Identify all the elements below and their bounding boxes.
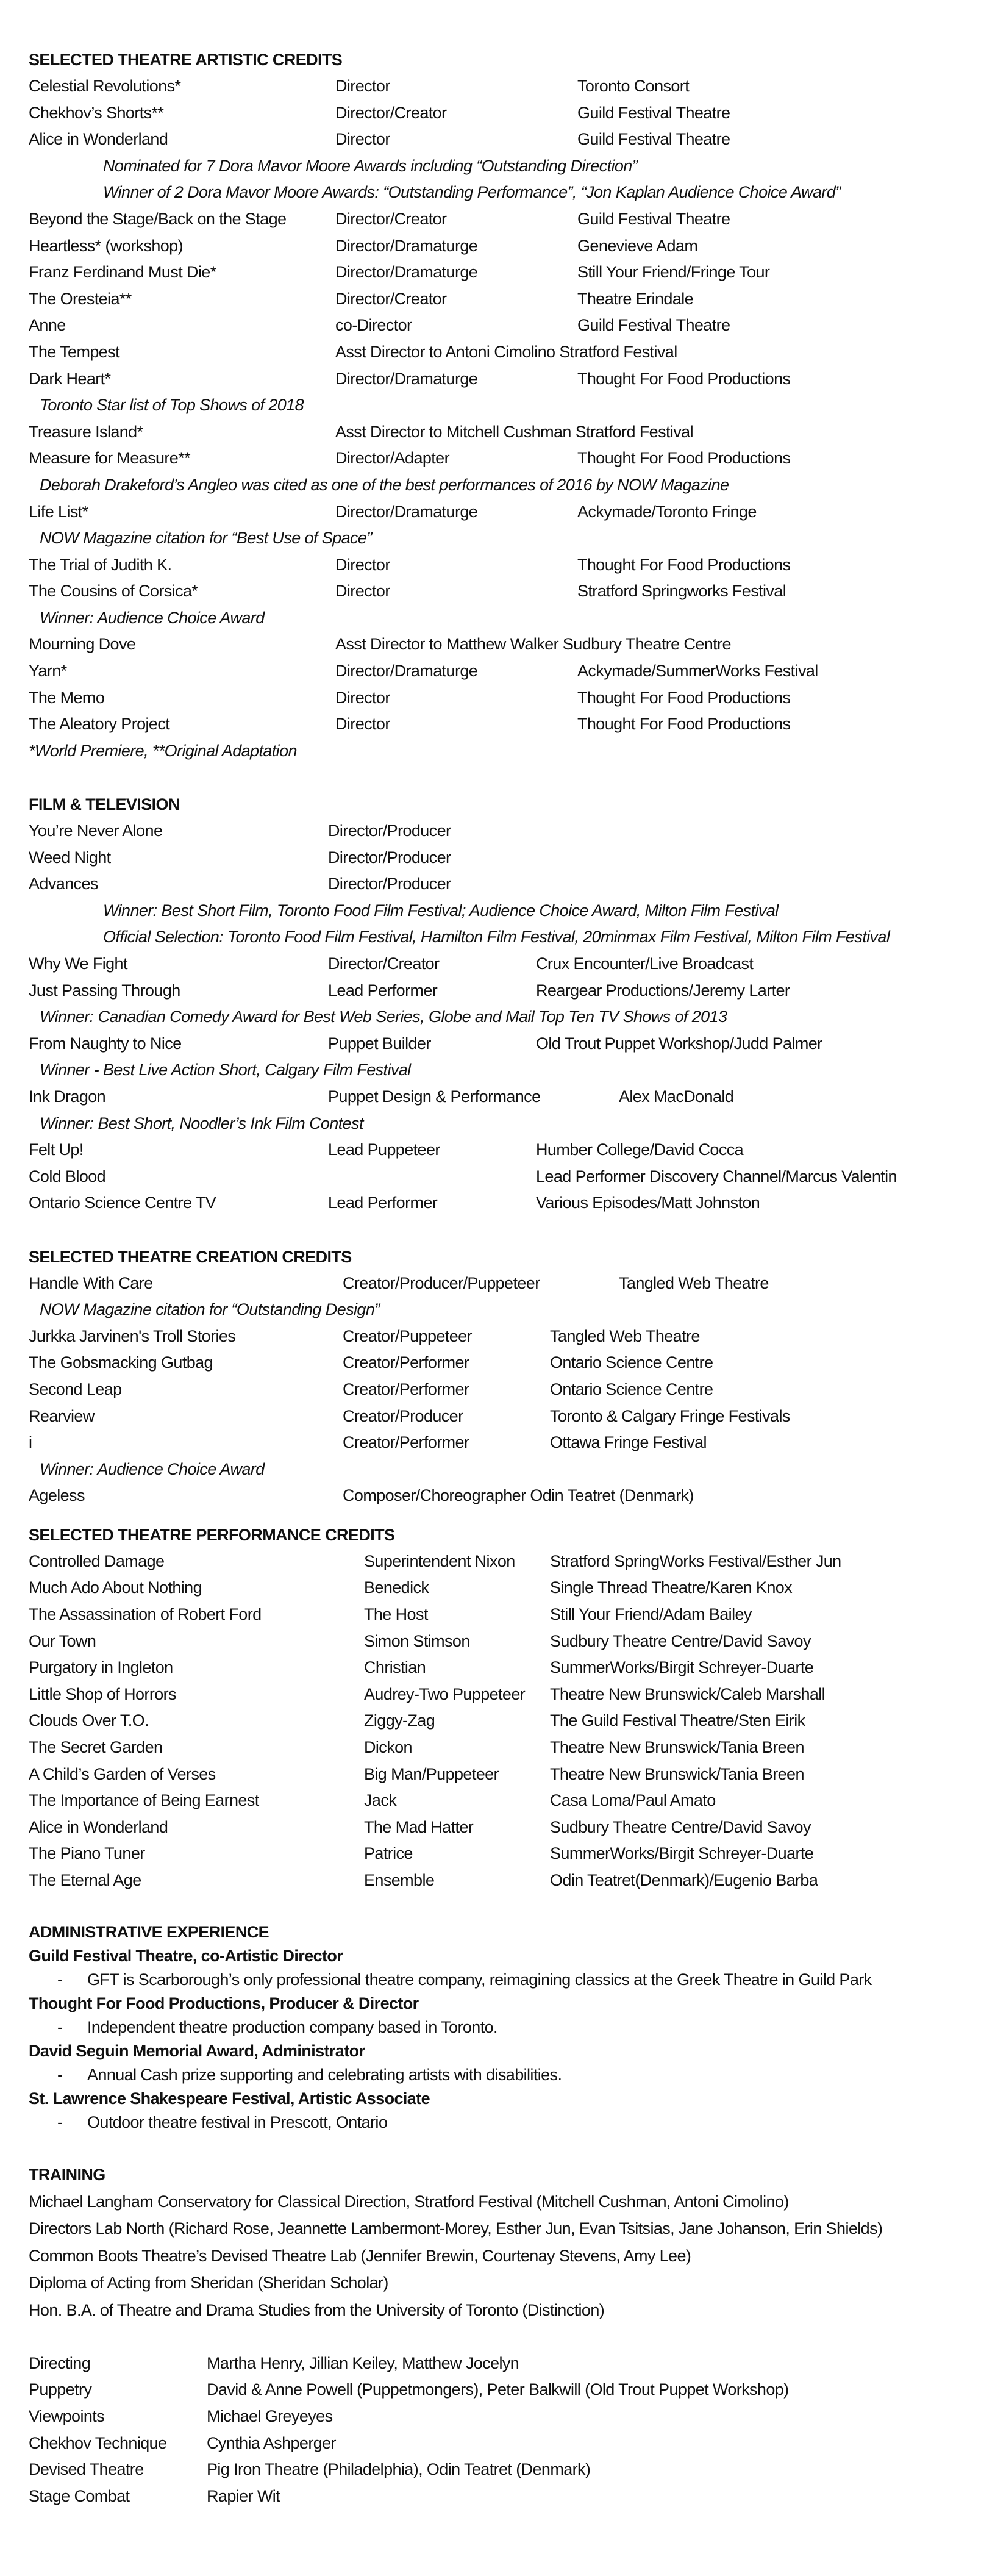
- credit-note: Winner - Best Live Action Short, Calgary Film Festival: [40, 1061, 411, 1079]
- credit-role: Lead Performer: [328, 981, 438, 1000]
- credit-role: Dickon: [364, 1738, 412, 1757]
- credit-company: Thought For Food Productions: [577, 688, 791, 707]
- credit-title: The Aleatory Project: [29, 715, 170, 734]
- section-heading: ADMINISTRATIVE EXPERIENCE: [29, 1923, 269, 1942]
- credit-title: Dark Heart*: [29, 369, 111, 388]
- credit-role: Director/Dramaturge: [335, 502, 478, 521]
- credit-row: [29, 100, 986, 127]
- credit-row: [29, 312, 986, 339]
- credit-title: The Cousins of Corsica*: [29, 582, 198, 601]
- credit-role: Director/Creator: [335, 103, 447, 122]
- admin-role-title: Thought For Food Productions, Producer & Director: [29, 1994, 419, 2013]
- credit-row: [29, 1190, 986, 1217]
- credit-role: Director: [335, 582, 390, 601]
- admin-description: Independent theatre production company based in Toronto.: [87, 2018, 498, 2037]
- credit-row: [29, 1429, 986, 1456]
- credit-role: Creator/Performer: [343, 1353, 469, 1372]
- credit-title: Ontario Science Centre TV: [29, 1193, 216, 1212]
- credit-company: Theatre New Brunswick/Tania Breen: [550, 1738, 804, 1757]
- credit-title: The Eternal Age: [29, 1871, 141, 1889]
- credit-row: [29, 1681, 986, 1708]
- credit-title: The Memo: [29, 688, 105, 707]
- skill-row: [29, 2456, 986, 2483]
- credit-role: Director/Creator: [328, 954, 440, 973]
- credit-row: [29, 1483, 986, 1509]
- credit-company: Toronto Consort: [577, 77, 690, 95]
- skill-teachers: Cynthia Ashperger: [207, 2433, 336, 2452]
- credit-company: Sudbury Theatre Centre/David Savoy: [550, 1631, 811, 1650]
- admin-description: GFT is Scarborough’s only professional theatre company, reimagining classics at the Greek Theatre in Guild Park: [87, 1970, 872, 1989]
- credit-row: [29, 499, 986, 526]
- credit-company: Crux Encounter/Live Broadcast: [536, 954, 754, 973]
- credit-role: Audrey-Two Puppeteer: [364, 1684, 526, 1703]
- credit-row: [29, 685, 986, 712]
- credit-row: [29, 631, 986, 658]
- film-television-section: [29, 791, 986, 1217]
- credit-role: Puppet Design & Performance: [328, 1087, 541, 1106]
- skill-row: [29, 2403, 986, 2430]
- credit-note: Official Selection: Toronto Food Film Festival, Hamilton Film Festival, 20minmax Film Festival, Milton Film Festival: [103, 928, 890, 946]
- skill-teachers: Pig Iron Theatre (Philadelphia), Odin Teatret (Denmark): [207, 2460, 591, 2479]
- credit-role: Puppet Builder: [328, 1034, 431, 1053]
- credit-company: Guild Festival Theatre: [577, 103, 730, 122]
- credit-role: Patrice: [364, 1844, 413, 1863]
- credit-title: Mourning Dove: [29, 635, 136, 654]
- credit-role: Creator/Producer/Puppeteer: [343, 1273, 540, 1292]
- credit-role: Director/Creator: [335, 289, 447, 308]
- skill-name: Puppetry: [29, 2380, 92, 2399]
- credit-row: [29, 126, 986, 153]
- credit-company: Theatre New Brunswick/Caleb Marshall: [550, 1684, 826, 1703]
- credit-role: Lead Performer: [328, 1193, 438, 1212]
- credit-note: Winner: Audience Choice Award: [40, 1459, 265, 1478]
- credit-company: Alex MacDonald: [619, 1087, 734, 1106]
- credit-company: Odin Teatret(Denmark)/Eugenio Barba: [550, 1871, 818, 1889]
- credit-row: [29, 978, 986, 1004]
- credit-company: Sudbury Theatre Centre/David Savoy: [550, 1817, 811, 1836]
- skill-row: [29, 2483, 986, 2510]
- credit-row: [29, 1655, 986, 1681]
- credit-row: [29, 419, 986, 446]
- credit-note: Winner of 2 Dora Mavor Moore Awards: “Outstanding Performance”, “Jon Kaplan Audience Choice Award”: [103, 183, 841, 202]
- credit-title: Little Shop of Horrors: [29, 1684, 176, 1703]
- credit-title: Heartless* (workshop): [29, 236, 183, 255]
- credit-title: Cold Blood: [29, 1167, 106, 1186]
- credit-company: Stratford SpringWorks Festival/Esther Jun: [550, 1551, 841, 1570]
- credit-company: Ottawa Fringe Festival: [550, 1433, 707, 1452]
- credit-title: The Gobsmacking Gutbag: [29, 1353, 213, 1372]
- skill-name: Stage Combat: [29, 2486, 130, 2505]
- credit-title: Measure for Measure**: [29, 449, 191, 468]
- credit-role: Director/Dramaturge: [335, 236, 478, 255]
- credit-title: Felt Up!: [29, 1140, 84, 1159]
- credit-row: [29, 233, 986, 260]
- credit-row: [29, 1814, 986, 1841]
- credit-row: [29, 1376, 986, 1403]
- credit-row: [29, 1628, 986, 1655]
- credit-role: Director/Adapter: [335, 449, 449, 468]
- credit-note: NOW Magazine citation for “Outstanding Design”: [40, 1300, 380, 1319]
- credit-row: [29, 951, 986, 978]
- credit-role: Director: [335, 130, 390, 149]
- credit-title: The Piano Tuner: [29, 1844, 145, 1863]
- section-heading: SELECTED THEATRE ARTISTIC CREDITS: [29, 51, 343, 69]
- credit-role: Creator/Producer: [343, 1406, 463, 1425]
- section-heading: TRAINING: [29, 2165, 105, 2184]
- credit-company: Tangled Web Theatre: [619, 1273, 769, 1292]
- credit-role: The Host: [364, 1605, 428, 1624]
- credit-title: Ageless: [29, 1486, 85, 1505]
- credit-company: Humber College/David Cocca: [536, 1140, 744, 1159]
- admin-bullet-item: [29, 2111, 986, 2134]
- credit-company: Lead Performer Discovery Channel/Marcus Valentin: [536, 1167, 897, 1186]
- bullet-dash: -: [57, 2066, 63, 2084]
- credit-role: Ziggy-Zag: [364, 1711, 435, 1730]
- credit-title: Purgatory in Ingleton: [29, 1658, 173, 1677]
- credit-title: Franz Ferdinand Must Die*: [29, 263, 216, 282]
- credit-note: Toronto Star list of Top Shows of 2018: [40, 396, 304, 415]
- credit-title: The Trial of Judith K.: [29, 555, 172, 574]
- credit-row: [29, 339, 986, 366]
- credit-role: Asst Director to Mitchell Cushman Stratford Festival: [335, 422, 693, 441]
- credit-title: Advances: [29, 875, 98, 893]
- training-entry: Common Boots Theatre’s Devised Theatre Lab (Jennifer Brewin, Courtenay Stevens, Amy Lee): [29, 2246, 691, 2265]
- admin-bullet-item: [29, 1968, 986, 1992]
- credit-company: Guild Festival Theatre: [577, 209, 730, 228]
- credit-title: Chekhov’s Shorts**: [29, 103, 164, 122]
- credit-row: [29, 206, 986, 233]
- credit-role: Director/Dramaturge: [335, 263, 478, 282]
- credit-row: [29, 1708, 986, 1734]
- credit-role: Simon Stimson: [364, 1631, 470, 1650]
- credit-note: Winner: Best Short Film, Toronto Food Film Festival; Audience Choice Award, Milton Film Festival: [103, 901, 779, 920]
- credit-role: Big Man/Puppeteer: [364, 1764, 499, 1783]
- credit-company: Genevieve Adam: [577, 236, 698, 255]
- credit-role: Director/Producer: [328, 821, 451, 840]
- credit-role: Director: [335, 688, 390, 707]
- credit-company: SummerWorks/Birgit Schreyer-Duarte: [550, 1844, 814, 1863]
- credit-row: [29, 1403, 986, 1430]
- credit-company: Theatre Erindale: [577, 289, 694, 308]
- credit-row: [29, 1350, 986, 1376]
- credit-row: [29, 1761, 986, 1788]
- credit-title: Controlled Damage: [29, 1551, 165, 1570]
- credit-title: From Naughty to Nice: [29, 1034, 182, 1053]
- credit-title: Life List*: [29, 502, 88, 521]
- credit-title: Our Town: [29, 1631, 96, 1650]
- credit-company: Still Your Friend/Fringe Tour: [577, 263, 770, 282]
- bullet-dash: -: [57, 2018, 63, 2037]
- credit-role: Creator/Performer: [343, 1379, 469, 1398]
- skill-teachers: David & Anne Powell (Puppetmongers), Peter Balkwill (Old Trout Puppet Workshop): [207, 2380, 789, 2399]
- credit-row: [29, 818, 986, 845]
- credit-title: Second Leap: [29, 1379, 122, 1398]
- credit-company: Guild Festival Theatre: [577, 130, 730, 149]
- credit-title: Weed Night: [29, 848, 111, 867]
- credit-row: [29, 711, 986, 738]
- credit-company: Reargear Productions/Jeremy Larter: [536, 981, 790, 1000]
- creation-credits-section: [29, 1243, 986, 1509]
- credit-role: Asst Director to Antoni Cimolino Stratford Festival: [335, 342, 677, 361]
- credit-title: The Importance of Being Earnest: [29, 1791, 259, 1810]
- performance-credits-section: [29, 1522, 986, 1894]
- credit-row: [29, 1734, 986, 1761]
- credit-title: Why We Fight: [29, 954, 127, 973]
- credit-role: Asst Director to Matthew Walker Sudbury Theatre Centre: [335, 635, 731, 654]
- credit-company: The Guild Festival Theatre/Sten Eirik: [550, 1711, 805, 1730]
- bullet-dash: -: [57, 2113, 63, 2132]
- section-heading: SELECTED THEATRE PERFORMANCE CREDITS: [29, 1525, 395, 1544]
- credit-title: Rearview: [29, 1406, 95, 1425]
- credit-row: [29, 658, 986, 685]
- skill-teachers: Michael Greyeyes: [207, 2407, 333, 2426]
- skill-name: Directing: [29, 2353, 91, 2372]
- credit-row: [29, 871, 986, 898]
- credit-company: Stratford Springworks Festival: [577, 582, 786, 601]
- credit-title: Yarn*: [29, 662, 67, 681]
- credit-company: Thought For Food Productions: [577, 369, 791, 388]
- credit-row: [29, 578, 986, 605]
- credit-title: The Tempest: [29, 342, 119, 361]
- credit-role: Director: [335, 715, 390, 734]
- credit-role: Creator/Performer: [343, 1433, 469, 1452]
- credit-row: [29, 1841, 986, 1867]
- credit-company: Thought For Food Productions: [577, 449, 791, 468]
- credit-note: Winner: Audience Choice Award: [40, 608, 265, 627]
- credit-row: [29, 1601, 986, 1628]
- credit-note: Nominated for 7 Dora Mavor Moore Awards including “Outstanding Direction”: [103, 156, 638, 175]
- admin-description: Outdoor theatre festival in Prescott, Ontario: [87, 2113, 388, 2132]
- credit-role: Director/Producer: [328, 875, 451, 893]
- credit-title: Ink Dragon: [29, 1087, 106, 1106]
- credit-title: Beyond the Stage/Back on the Stage: [29, 209, 287, 228]
- skill-name: Devised Theatre: [29, 2460, 144, 2479]
- credit-title: You’re Never Alone: [29, 821, 163, 840]
- credit-title: Celestial Revolutions*: [29, 77, 181, 95]
- credit-role: Director: [335, 555, 390, 574]
- credit-role: Director: [335, 77, 390, 95]
- credit-title: Much Ado About Nothing: [29, 1578, 202, 1597]
- credit-company: Old Trout Puppet Workshop/Judd Palmer: [536, 1034, 822, 1053]
- credit-title: Jurkka Jarvinen's Troll Stories: [29, 1326, 236, 1345]
- credit-company: Still Your Friend/Adam Bailey: [550, 1605, 752, 1624]
- credit-role: Creator/Puppeteer: [343, 1326, 472, 1345]
- credit-role: Superintendent Nixon: [364, 1551, 515, 1570]
- credit-row: [29, 73, 986, 100]
- credit-title: The Oresteia**: [29, 289, 132, 308]
- credit-row: [29, 1164, 986, 1190]
- section-heading: SELECTED THEATRE CREATION CREDITS: [29, 1247, 352, 1266]
- credit-row: [29, 286, 986, 313]
- credit-company: Theatre New Brunswick/Tania Breen: [550, 1764, 804, 1783]
- credit-title: Alice in Wonderland: [29, 1817, 168, 1836]
- credit-role: Director/Dramaturge: [335, 662, 478, 681]
- credit-title: i: [29, 1433, 32, 1452]
- training-entry: Diploma of Acting from Sheridan (Sheridan Scholar): [29, 2274, 388, 2292]
- credit-role: Jack: [364, 1791, 397, 1810]
- credit-title: Handle With Care: [29, 1273, 153, 1292]
- credit-role: Benedick: [364, 1578, 429, 1597]
- credit-row: [29, 1031, 986, 1057]
- credit-row: [29, 1137, 986, 1164]
- credit-role: The Mad Hatter: [364, 1817, 474, 1836]
- skill-name: Viewpoints: [29, 2407, 105, 2426]
- credit-note: Deborah Drakeford’s Angleo was cited as one of the best performances of 2016 by NOW Magazine: [40, 475, 729, 494]
- admin-bullet-item: [29, 2016, 986, 2039]
- credit-company: Guild Festival Theatre: [577, 316, 730, 335]
- credit-row: [29, 366, 986, 393]
- credit-role: Director/Producer: [328, 848, 451, 867]
- artistic-credits-section: [29, 46, 986, 764]
- credit-title: Treasure Island*: [29, 422, 143, 441]
- credit-title: The Secret Garden: [29, 1738, 163, 1757]
- credit-note: Winner: Canadian Comedy Award for Best Web Series, Globe and Mail Top Ten TV Shows of 2013: [40, 1007, 727, 1026]
- credit-row: [29, 1084, 986, 1111]
- credit-company: Casa Loma/Paul Amato: [550, 1791, 716, 1810]
- credit-note: Winner: Best Short, Noodler’s Ink Film Contest: [40, 1114, 363, 1132]
- credit-role: Director/Creator: [335, 209, 447, 228]
- admin-role-title: Guild Festival Theatre, co-Artistic Director: [29, 1947, 343, 1966]
- credit-title: Alice in Wonderland: [29, 130, 168, 149]
- credit-row: [29, 1270, 986, 1297]
- credit-company: Various Episodes/Matt Johnston: [536, 1193, 760, 1212]
- credit-row: [29, 552, 986, 579]
- admin-bullet-item: [29, 2063, 986, 2087]
- training-entry: Directors Lab North (Richard Rose, Jeannette Lambermont-Morey, Esther Jun, Evan Tsitsias, Jane Johanson, Erin Shields): [29, 2219, 883, 2238]
- credit-row: [29, 1323, 986, 1350]
- credit-company: Ackymade/Toronto Fringe: [577, 502, 757, 521]
- credit-company: SummerWorks/Birgit Schreyer-Duarte: [550, 1658, 814, 1677]
- section-heading: FILM & TELEVISION: [29, 795, 180, 814]
- training-entry: Hon. B.A. of Theatre and Drama Studies from the University of Toronto (Distinction): [29, 2300, 605, 2319]
- bullet-dash: -: [57, 1970, 63, 1989]
- skill-row: [29, 2377, 986, 2403]
- skill-name: Chekhov Technique: [29, 2433, 167, 2452]
- credit-note: *World Premiere, **Original Adaptation: [29, 741, 297, 760]
- credit-title: The Assassination of Robert Ford: [29, 1605, 262, 1624]
- credit-note: NOW Magazine citation for “Best Use of Space”: [40, 529, 372, 548]
- skill-row: [29, 2350, 986, 2377]
- credit-row: [29, 1787, 986, 1814]
- credit-title: Anne: [29, 316, 66, 335]
- resume-page: [29, 46, 986, 2510]
- credit-role: Ensemble: [364, 1871, 435, 1889]
- credit-role: Christian: [364, 1658, 426, 1677]
- administrative-experience-section: [29, 1920, 986, 2134]
- training-section: [29, 2161, 986, 2510]
- credit-row: [29, 1548, 986, 1575]
- credit-company: Thought For Food Productions: [577, 715, 791, 734]
- credit-row: [29, 1867, 986, 1894]
- skill-row: [29, 2430, 986, 2457]
- admin-role-title: David Seguin Memorial Award, Administrator: [29, 2042, 365, 2061]
- admin-description: Annual Cash prize supporting and celebrating artists with disabilities.: [87, 2066, 562, 2084]
- credit-row: [29, 1575, 986, 1601]
- credit-company: Thought For Food Productions: [577, 555, 791, 574]
- skill-teachers: Martha Henry, Jillian Keiley, Matthew Jocelyn: [207, 2353, 519, 2372]
- credit-company: Single Thread Theatre/Karen Knox: [550, 1578, 793, 1597]
- credit-title: Just Passing Through: [29, 981, 180, 1000]
- credit-title: A Child’s Garden of Verses: [29, 1764, 216, 1783]
- credit-row: [29, 445, 986, 472]
- skill-teachers: Rapier Wit: [207, 2486, 280, 2505]
- credit-role: Composer/Choreographer Odin Teatret (Denmark): [343, 1486, 694, 1505]
- credit-company: Ontario Science Centre: [550, 1379, 713, 1398]
- credit-role: co-Director: [335, 316, 412, 335]
- credit-row: [29, 259, 986, 286]
- credit-company: Tangled Web Theatre: [550, 1326, 700, 1345]
- credit-company: Toronto & Calgary Fringe Festivals: [550, 1406, 790, 1425]
- credit-company: Ontario Science Centre: [550, 1353, 713, 1372]
- admin-role-title: St. Lawrence Shakespeare Festival, Artistic Associate: [29, 2089, 430, 2108]
- credit-title: Clouds Over T.O.: [29, 1711, 149, 1730]
- credit-role: Lead Puppeteer: [328, 1140, 440, 1159]
- credit-row: [29, 845, 986, 871]
- credit-company: Ackymade/SummerWorks Festival: [577, 662, 818, 681]
- training-entry: Michael Langham Conservatory for Classical Direction, Stratford Festival (Mitchell Cushman, Antoni Cimolino): [29, 2192, 789, 2211]
- credit-role: Director/Dramaturge: [335, 369, 478, 388]
